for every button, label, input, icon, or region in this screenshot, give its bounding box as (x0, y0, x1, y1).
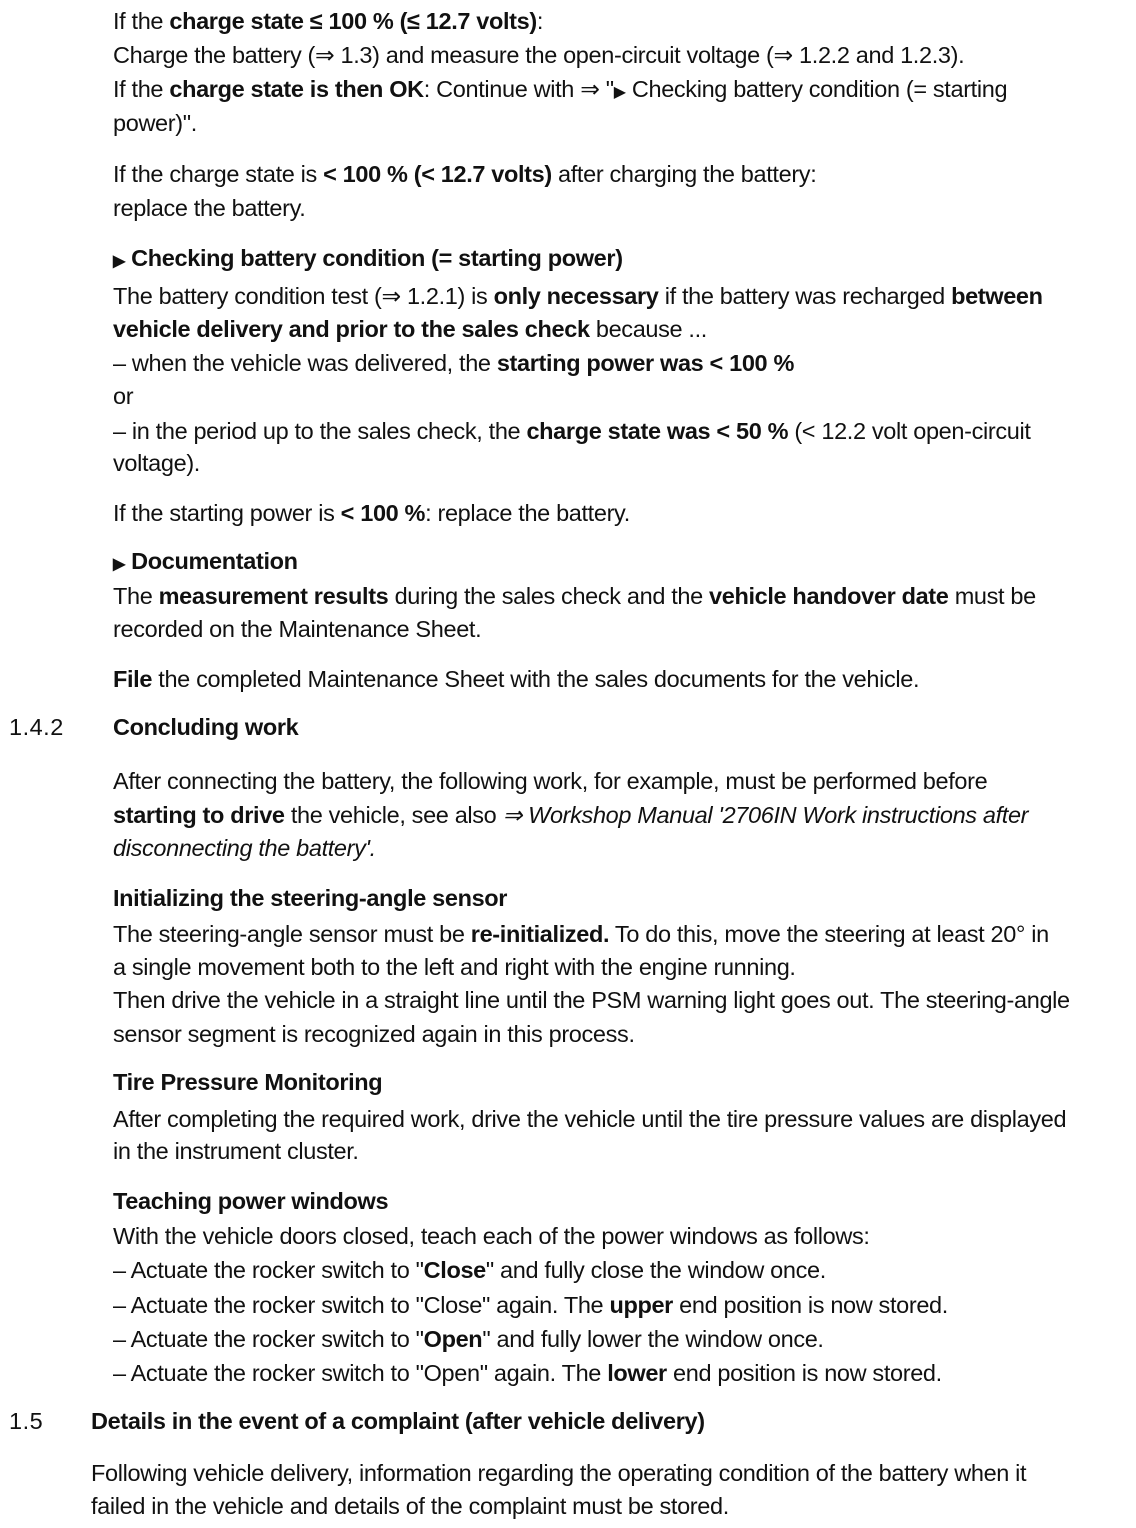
battery-condition-heading: ▶ Checking battery condition (= starting power) (113, 245, 623, 271)
condition-test-line-cont: vehicle delivery and prior to the sales check because ... (113, 316, 707, 342)
charge-instruction-line: Charge the battery (⇒ 1.3) and measure the open-circuit voltage (⇒ 1.2.2 and 1.2.3). (113, 42, 965, 68)
steering-line-2: a single movement both to the left and right with the engine running. (113, 954, 796, 980)
arrow-icon: ⇒ (773, 42, 793, 68)
condition-bullet-2-cont: voltage). (113, 450, 200, 476)
arrow-icon: ⇒ (580, 76, 600, 102)
after-charging-line: If the charge state is < 100 % (< 12.7 volts) after charging the battery: (113, 161, 817, 187)
section-title-concluding-work: Concluding work (113, 714, 299, 740)
arrow-icon: ⇒ (381, 283, 401, 309)
steering-line-1: The steering-angle sensor must be re-initialized. To do this, move the steering at least 20° in (113, 921, 1049, 947)
concluding-line-2: starting to drive the vehicle, see also ⇒ Workshop Manual '2706IN Work instructions after (113, 802, 1029, 828)
condition-test-line: The battery condition test (⇒ 1.2.1) is only necessary if the battery was recharged between (113, 283, 1043, 309)
documentation-line-2: recorded on the Maintenance Sheet. (113, 616, 482, 642)
windows-heading: Teaching power windows (113, 1188, 389, 1214)
replace-battery-line: replace the battery. (113, 195, 306, 221)
concluding-line-1: After connecting the battery, the following work, for example, must be performed before (113, 768, 988, 794)
tire-line-2: in the instrument cluster. (113, 1138, 359, 1164)
condition-or: or (113, 383, 134, 409)
tire-heading: Tire Pressure Monitoring (113, 1069, 383, 1095)
file-sheet-line: File the completed Maintenance Sheet with the sales documents for the vehicle. (113, 666, 920, 692)
windows-intro: With the vehicle doors closed, teach each of the power windows as follows: (113, 1223, 870, 1249)
windows-step-1: – Actuate the rocker switch to "Close" and fully close the window once. (113, 1257, 826, 1283)
section-title-complaint: Details in the event of a complaint (after vehicle delivery) (91, 1408, 705, 1434)
concluding-line-3: disconnecting the battery'. (113, 835, 376, 861)
section-number-1-4-2: 1.4.2 (9, 714, 64, 740)
windows-step-4: – Actuate the rocker switch to "Open" again. The lower end position is now stored. (113, 1360, 942, 1386)
condition-bullet-1: – when the vehicle was delivered, the starting power was < 100 % (113, 350, 794, 376)
section-number-1-5: 1.5 (9, 1408, 44, 1434)
arrow-icon: ⇒ (315, 42, 335, 68)
steering-heading: Initializing the steering-angle sensor (113, 885, 508, 911)
triangle-bullet-icon: ▶ (113, 556, 125, 573)
documentation-line-1: The measurement results during the sales check and the vehicle handover date must be (113, 583, 1036, 609)
charge-ok-line-cont: power)". (113, 110, 197, 136)
tire-line-1: After completing the required work, drive the vehicle until the tire pressure values are displayed (113, 1106, 1067, 1132)
arrow-icon: ⇒ (502, 802, 522, 828)
windows-step-2: – Actuate the rocker switch to "Close" again. The upper end position is now stored. (113, 1292, 948, 1318)
charge-state-heading: If the charge state ≤ 100 % (≤ 12.7 volts): (113, 8, 544, 34)
starting-power-replace-line: If the starting power is < 100 %: replace the battery. (113, 500, 630, 526)
condition-bullet-2: – in the period up to the sales check, the charge state was < 50 % (< 12.2 volt open-circuit (113, 418, 1031, 444)
windows-step-3: – Actuate the rocker switch to "Open" and fully lower the window once. (113, 1326, 824, 1352)
triangle-bullet-icon: ▶ (113, 253, 125, 270)
complaint-line-1: Following vehicle delivery, information regarding the operating condition of the battery when it (91, 1460, 1027, 1486)
steering-line-3: Then drive the vehicle in a straight line until the PSM warning light goes out. The steering-angle (113, 987, 1070, 1013)
charge-ok-line: If the charge state is then OK: Continue with ⇒ "▶ Checking battery condition (= starting (113, 76, 1008, 102)
steering-line-4: sensor segment is recognized again in this process. (113, 1021, 635, 1047)
complaint-line-2: failed in the vehicle and details of the complaint must be stored. (91, 1493, 729, 1519)
documentation-heading: ▶ Documentation (113, 548, 298, 574)
triangle-bullet-icon: ▶ (613, 84, 626, 101)
